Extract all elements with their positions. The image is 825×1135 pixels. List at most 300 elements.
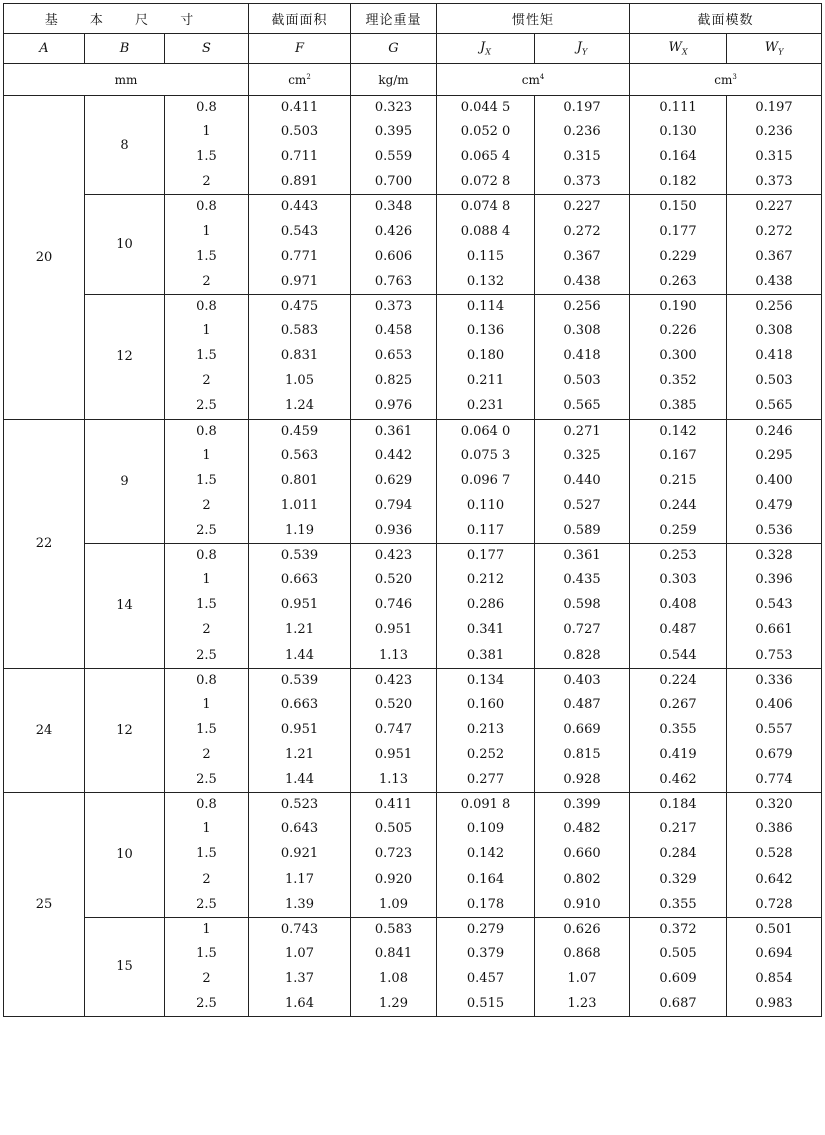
dimension-B-cell: 12 xyxy=(85,294,165,419)
value-G: 0.395 xyxy=(374,124,413,140)
symbol-JY xyxy=(535,34,630,64)
value-JX: 0.110 xyxy=(466,497,505,513)
values-G-cell xyxy=(351,294,437,419)
table-row xyxy=(4,793,822,918)
value-F: 0.539 xyxy=(280,548,319,564)
value-WX: 0.419 xyxy=(659,747,697,762)
value-F: 0.411 xyxy=(280,100,319,115)
table-row xyxy=(4,419,822,544)
value-JX: 0.379 xyxy=(466,945,505,961)
value-WX: 0.184 xyxy=(659,797,697,813)
value-JX: 0.075 3 xyxy=(460,447,511,463)
value-WX: 0.130 xyxy=(659,124,697,140)
value-WY: 0.400 xyxy=(755,472,793,488)
value-S: 2.5 xyxy=(196,772,217,788)
values-G-cell xyxy=(351,793,437,918)
unit-cm2 xyxy=(249,64,351,96)
value-JY: 0.438 xyxy=(563,273,601,289)
value-WY: 0.557 xyxy=(755,721,793,737)
value-WY: 0.295 xyxy=(755,447,793,463)
unit-cm2-base: cm xyxy=(288,72,307,87)
symbol-A: A xyxy=(4,34,85,64)
value-WX: 0.408 xyxy=(659,597,697,613)
table-row xyxy=(4,668,822,793)
value-JY: 0.828 xyxy=(563,647,601,663)
value-G: 0.411 xyxy=(374,797,413,813)
values-JY-cell xyxy=(535,195,630,294)
values-JX-cell xyxy=(437,793,535,918)
value-WY: 0.565 xyxy=(755,398,793,414)
value-F: 1.19 xyxy=(285,522,314,538)
value-S: 1.5 xyxy=(196,149,217,165)
value-JY: 0.367 xyxy=(563,248,601,264)
value-WX: 0.150 xyxy=(659,199,697,215)
symbol-WY-base: W xyxy=(764,40,779,56)
value-S: 1.5 xyxy=(196,846,217,862)
value-JY: 0.802 xyxy=(563,871,601,887)
value-JX: 0.065 4 xyxy=(460,149,511,165)
value-WY: 0.536 xyxy=(755,522,793,538)
value-S: 2.5 xyxy=(196,996,217,1012)
value-WY: 0.246 xyxy=(755,423,793,439)
value-WY: 0.367 xyxy=(755,248,793,264)
value-WX: 0.505 xyxy=(659,945,697,961)
table-row xyxy=(4,294,822,419)
value-JX: 0.044 5 xyxy=(460,100,511,115)
dimension-B-cell: 9 xyxy=(85,419,165,544)
value-JX: 0.052 0 xyxy=(460,124,511,140)
value-F: 1.05 xyxy=(285,373,314,389)
value-F: 1.24 xyxy=(285,398,314,414)
value-G: 0.700 xyxy=(374,174,413,190)
values-WX-cell xyxy=(630,96,727,195)
value-G: 0.458 xyxy=(374,323,413,339)
symbol-WX-sub: X xyxy=(681,47,688,57)
value-WY: 0.236 xyxy=(755,124,793,140)
values-G-cell xyxy=(351,917,437,1016)
value-S: 0.8 xyxy=(196,100,217,115)
value-F: 1.44 xyxy=(285,772,314,788)
value-S: 2 xyxy=(202,273,211,289)
table-row xyxy=(4,917,822,1016)
value-G: 0.723 xyxy=(374,846,413,862)
values-WX-cell xyxy=(630,419,727,544)
dimension-B-cell: 14 xyxy=(85,544,165,669)
value-WX: 0.267 xyxy=(659,696,697,712)
value-S: 1 xyxy=(202,323,211,339)
values-S-cell xyxy=(165,668,249,793)
symbol-S: S xyxy=(165,34,249,64)
value-JY: 0.482 xyxy=(563,821,601,837)
value-JY: 0.399 xyxy=(563,797,601,813)
value-S: 2.5 xyxy=(196,398,217,414)
value-WY: 0.694 xyxy=(755,945,793,961)
value-G: 0.348 xyxy=(374,199,413,215)
value-WX: 0.190 xyxy=(659,298,697,314)
value-WX: 0.177 xyxy=(659,223,697,239)
value-G: 0.423 xyxy=(374,672,413,688)
value-JY: 0.373 xyxy=(563,174,601,190)
values-JX-cell xyxy=(437,96,535,195)
value-F: 0.539 xyxy=(280,672,319,688)
value-F: 0.459 xyxy=(280,423,319,439)
value-F: 0.921 xyxy=(280,846,319,862)
value-G: 0.747 xyxy=(374,721,413,737)
values-F-cell xyxy=(249,96,351,195)
value-WX: 0.303 xyxy=(659,572,697,588)
value-S: 2.5 xyxy=(196,647,217,663)
value-WX: 0.263 xyxy=(659,273,697,289)
value-JY: 0.910 xyxy=(563,896,601,912)
value-WX: 0.687 xyxy=(659,996,697,1012)
value-JY: 0.418 xyxy=(563,348,601,364)
value-JX: 0.115 xyxy=(466,248,505,264)
value-JX: 0.134 xyxy=(466,672,505,688)
value-S: 1.5 xyxy=(196,945,217,961)
value-JY: 0.271 xyxy=(563,423,601,439)
value-G: 0.361 xyxy=(374,423,413,439)
symbol-JX-sub: X xyxy=(485,47,491,57)
value-F: 0.563 xyxy=(280,447,319,463)
value-WY: 0.774 xyxy=(755,772,793,788)
value-G: 0.426 xyxy=(374,223,413,239)
symbol-WY xyxy=(727,34,822,64)
value-JY: 0.272 xyxy=(563,223,601,239)
value-WY: 0.679 xyxy=(755,747,793,762)
basic-dimensions-header: 基 本 尺 寸 xyxy=(4,4,249,34)
value-WX: 0.229 xyxy=(659,248,697,264)
values-G-cell xyxy=(351,544,437,669)
value-JX: 0.072 8 xyxy=(460,174,511,190)
inertia-header: 惯性矩 xyxy=(437,4,630,34)
value-WX: 0.329 xyxy=(659,871,697,887)
value-F: 1.07 xyxy=(285,945,314,961)
value-WY: 0.328 xyxy=(755,548,793,564)
value-F: 0.475 xyxy=(280,298,319,314)
value-F: 0.583 xyxy=(280,323,319,339)
value-WY: 0.438 xyxy=(755,273,793,289)
value-WX: 0.244 xyxy=(659,497,697,513)
value-JX: 0.178 xyxy=(466,896,505,912)
value-JY: 0.361 xyxy=(563,548,601,564)
header-row-symbols xyxy=(4,34,822,64)
value-S: 1 xyxy=(202,572,211,588)
value-WY: 0.320 xyxy=(755,797,793,813)
value-S: 2 xyxy=(202,971,211,987)
value-F: 0.543 xyxy=(280,223,319,239)
value-S: 1.5 xyxy=(196,348,217,364)
symbol-JX-base: J xyxy=(480,40,486,56)
value-S: 1 xyxy=(202,124,211,140)
value-JY: 0.727 xyxy=(563,622,601,638)
value-G: 1.08 xyxy=(379,971,408,987)
values-F-cell xyxy=(249,419,351,544)
value-F: 1.44 xyxy=(285,647,314,663)
values-WX-cell xyxy=(630,544,727,669)
value-WY: 0.642 xyxy=(755,871,793,887)
value-F: 1.64 xyxy=(285,996,314,1012)
value-JY: 0.589 xyxy=(563,522,601,538)
values-WY-cell xyxy=(727,419,822,544)
values-G-cell xyxy=(351,96,437,195)
values-WY-cell xyxy=(727,793,822,918)
value-WX: 0.259 xyxy=(659,522,697,538)
value-JY: 0.598 xyxy=(563,597,601,613)
value-WY: 0.256 xyxy=(755,298,793,314)
values-WX-cell xyxy=(630,917,727,1016)
value-JY: 0.527 xyxy=(563,497,601,513)
value-JY: 1.23 xyxy=(567,996,597,1012)
value-JX: 0.252 xyxy=(466,747,505,762)
value-WX: 0.215 xyxy=(659,472,697,488)
value-WY: 0.227 xyxy=(755,199,793,215)
value-JX: 0.180 xyxy=(466,348,505,364)
value-S: 0.8 xyxy=(196,797,217,813)
value-JY: 0.315 xyxy=(563,149,601,165)
value-WX: 0.164 xyxy=(659,149,697,165)
values-JY-cell xyxy=(535,668,630,793)
value-F: 0.523 xyxy=(280,797,319,813)
value-WY: 0.854 xyxy=(755,971,793,987)
value-WY: 0.501 xyxy=(755,921,793,937)
value-WY: 0.418 xyxy=(755,348,793,364)
values-S-cell xyxy=(165,294,249,419)
values-WY-cell xyxy=(727,96,822,195)
values-WY-cell xyxy=(727,544,822,669)
value-WY: 0.396 xyxy=(755,572,793,588)
value-G: 1.29 xyxy=(379,996,408,1012)
value-JY: 0.565 xyxy=(563,398,601,414)
value-G: 0.505 xyxy=(374,821,413,837)
table-row xyxy=(4,96,822,195)
value-WY: 0.272 xyxy=(755,223,793,239)
values-G-cell xyxy=(351,419,437,544)
value-G: 0.951 xyxy=(374,622,413,638)
values-WX-cell xyxy=(630,195,727,294)
value-WX: 0.355 xyxy=(659,896,697,912)
values-JY-cell xyxy=(535,294,630,419)
value-G: 1.13 xyxy=(379,647,408,663)
value-G: 0.442 xyxy=(374,447,413,463)
values-F-cell xyxy=(249,668,351,793)
unit-kgm: kg/m xyxy=(351,64,437,96)
value-G: 0.825 xyxy=(374,373,413,389)
value-WY: 0.315 xyxy=(755,149,793,165)
value-JY: 0.440 xyxy=(563,472,601,488)
value-S: 1.5 xyxy=(196,721,217,737)
value-WY: 0.661 xyxy=(755,622,793,638)
value-S: 1 xyxy=(202,821,211,837)
values-WY-cell xyxy=(727,917,822,1016)
value-JX: 0.114 xyxy=(466,298,505,314)
unit-cm3-base: cm xyxy=(714,72,733,87)
unit-mm: mm xyxy=(4,64,249,96)
header-row-titles xyxy=(4,4,822,34)
values-S-cell xyxy=(165,793,249,918)
symbol-B: B xyxy=(85,34,165,64)
value-S: 1.5 xyxy=(196,472,217,488)
value-JY: 0.487 xyxy=(563,696,601,712)
value-JY: 0.435 xyxy=(563,572,601,588)
value-WY: 0.406 xyxy=(755,696,793,712)
value-WY: 0.479 xyxy=(755,497,793,513)
values-JX-cell xyxy=(437,195,535,294)
weight-header: 理论重量 xyxy=(351,4,437,34)
value-WX: 0.385 xyxy=(659,398,697,414)
value-S: 0.8 xyxy=(196,672,217,688)
value-S: 2 xyxy=(202,373,211,389)
value-JX: 0.117 xyxy=(466,522,505,538)
value-WX: 0.462 xyxy=(659,772,697,788)
values-JY-cell xyxy=(535,419,630,544)
value-G: 0.951 xyxy=(374,747,413,762)
symbol-G: G xyxy=(351,34,437,64)
values-JX-cell xyxy=(437,544,535,669)
table-row xyxy=(4,195,822,294)
value-JY: 0.815 xyxy=(563,747,601,762)
symbol-WY-sub: Y xyxy=(778,47,784,57)
value-S: 0.8 xyxy=(196,199,217,215)
value-JY: 0.308 xyxy=(563,323,601,339)
value-WX: 0.544 xyxy=(659,647,697,663)
values-F-cell xyxy=(249,544,351,669)
value-S: 0.8 xyxy=(196,423,217,439)
value-F: 0.891 xyxy=(280,174,319,190)
value-JX: 0.212 xyxy=(466,572,505,588)
value-F: 0.951 xyxy=(280,721,319,737)
value-S: 2 xyxy=(202,622,211,638)
value-WY: 0.308 xyxy=(755,323,793,339)
values-G-cell xyxy=(351,195,437,294)
value-WX: 0.226 xyxy=(659,323,697,339)
value-JX: 0.231 xyxy=(466,398,505,414)
value-WX: 0.224 xyxy=(659,672,697,688)
value-G: 1.09 xyxy=(379,896,408,912)
value-F: 0.831 xyxy=(280,348,319,364)
value-S: 1 xyxy=(202,223,211,239)
value-F: 1.21 xyxy=(285,622,314,638)
table-body xyxy=(4,96,822,1017)
value-S: 2 xyxy=(202,174,211,190)
value-WX: 0.300 xyxy=(659,348,697,364)
value-WY: 0.197 xyxy=(755,100,793,115)
value-JX: 0.177 xyxy=(466,548,505,564)
values-WX-cell xyxy=(630,668,727,793)
dimension-B-cell: 15 xyxy=(85,917,165,1016)
value-F: 0.643 xyxy=(280,821,319,837)
value-S: 2 xyxy=(202,871,211,887)
value-F: 0.663 xyxy=(280,696,319,712)
values-F-cell xyxy=(249,294,351,419)
values-JX-cell xyxy=(437,668,535,793)
value-WY: 0.983 xyxy=(755,996,793,1012)
value-JX: 0.279 xyxy=(466,921,505,937)
value-JY: 0.868 xyxy=(563,945,601,961)
value-JX: 0.064 0 xyxy=(460,423,511,439)
values-WY-cell xyxy=(727,195,822,294)
values-WY-cell xyxy=(727,294,822,419)
value-WY: 0.503 xyxy=(755,373,793,389)
value-WX: 0.352 xyxy=(659,373,697,389)
value-F: 1.17 xyxy=(285,871,314,887)
value-F: 1.39 xyxy=(285,896,314,912)
symbol-WX-base: W xyxy=(668,40,682,56)
values-JX-cell xyxy=(437,419,535,544)
value-JX: 0.160 xyxy=(466,696,505,712)
values-JX-cell xyxy=(437,917,535,1016)
value-S: 0.8 xyxy=(196,298,217,314)
values-WX-cell xyxy=(630,294,727,419)
value-S: 1 xyxy=(202,696,211,712)
value-JX: 0.381 xyxy=(466,647,505,663)
value-S: 2.5 xyxy=(196,522,217,538)
value-S: 2.5 xyxy=(196,896,217,912)
value-WX: 0.372 xyxy=(659,921,697,937)
value-G: 0.976 xyxy=(374,398,413,414)
dimension-B-cell: 12 xyxy=(85,668,165,793)
value-WX: 0.217 xyxy=(659,821,697,837)
values-S-cell xyxy=(165,917,249,1016)
value-WY: 0.528 xyxy=(755,846,793,862)
value-G: 0.763 xyxy=(374,273,413,289)
symbol-WX xyxy=(630,34,727,64)
area-header: 截面面积 xyxy=(249,4,351,34)
dimension-B-cell: 10 xyxy=(85,195,165,294)
dimension-A-cell: 24 xyxy=(4,668,85,793)
unit-cm4-exp: 4 xyxy=(539,72,545,81)
value-S: 2 xyxy=(202,497,211,513)
value-F: 0.503 xyxy=(280,124,319,140)
dimension-A-cell: 25 xyxy=(4,793,85,1017)
value-JX: 0.091 8 xyxy=(460,797,511,813)
value-G: 0.583 xyxy=(374,921,413,937)
value-WX: 0.111 xyxy=(659,100,697,115)
value-JX: 0.515 xyxy=(466,996,505,1012)
modulus-header: 截面模数 xyxy=(630,4,822,34)
value-S: 2 xyxy=(202,747,211,762)
value-G: 0.373 xyxy=(374,298,413,314)
value-WY: 0.336 xyxy=(755,672,793,688)
value-JX: 0.109 xyxy=(466,821,505,837)
value-JX: 0.074 8 xyxy=(460,199,511,215)
value-WX: 0.253 xyxy=(659,548,697,564)
values-S-cell xyxy=(165,195,249,294)
values-JY-cell xyxy=(535,96,630,195)
value-JY: 0.928 xyxy=(563,772,601,788)
value-WX: 0.284 xyxy=(659,846,697,862)
value-G: 0.794 xyxy=(374,497,413,513)
value-JX: 0.211 xyxy=(466,373,505,389)
value-F: 0.951 xyxy=(280,597,319,613)
value-G: 0.520 xyxy=(374,572,413,588)
value-JY: 0.236 xyxy=(563,124,601,140)
values-JY-cell xyxy=(535,917,630,1016)
value-G: 0.423 xyxy=(374,548,413,564)
dimension-A-cell: 20 xyxy=(4,96,85,420)
values-G-cell xyxy=(351,668,437,793)
value-WX: 0.609 xyxy=(659,971,697,987)
values-S-cell xyxy=(165,544,249,669)
value-WX: 0.182 xyxy=(659,174,697,190)
values-WY-cell xyxy=(727,668,822,793)
value-F: 0.743 xyxy=(280,921,319,937)
value-F: 0.711 xyxy=(280,149,319,165)
value-WX: 0.355 xyxy=(659,721,697,737)
value-JX: 0.277 xyxy=(466,772,505,788)
values-S-cell xyxy=(165,419,249,544)
value-JY: 0.660 xyxy=(563,846,601,862)
value-F: 0.771 xyxy=(280,248,319,264)
